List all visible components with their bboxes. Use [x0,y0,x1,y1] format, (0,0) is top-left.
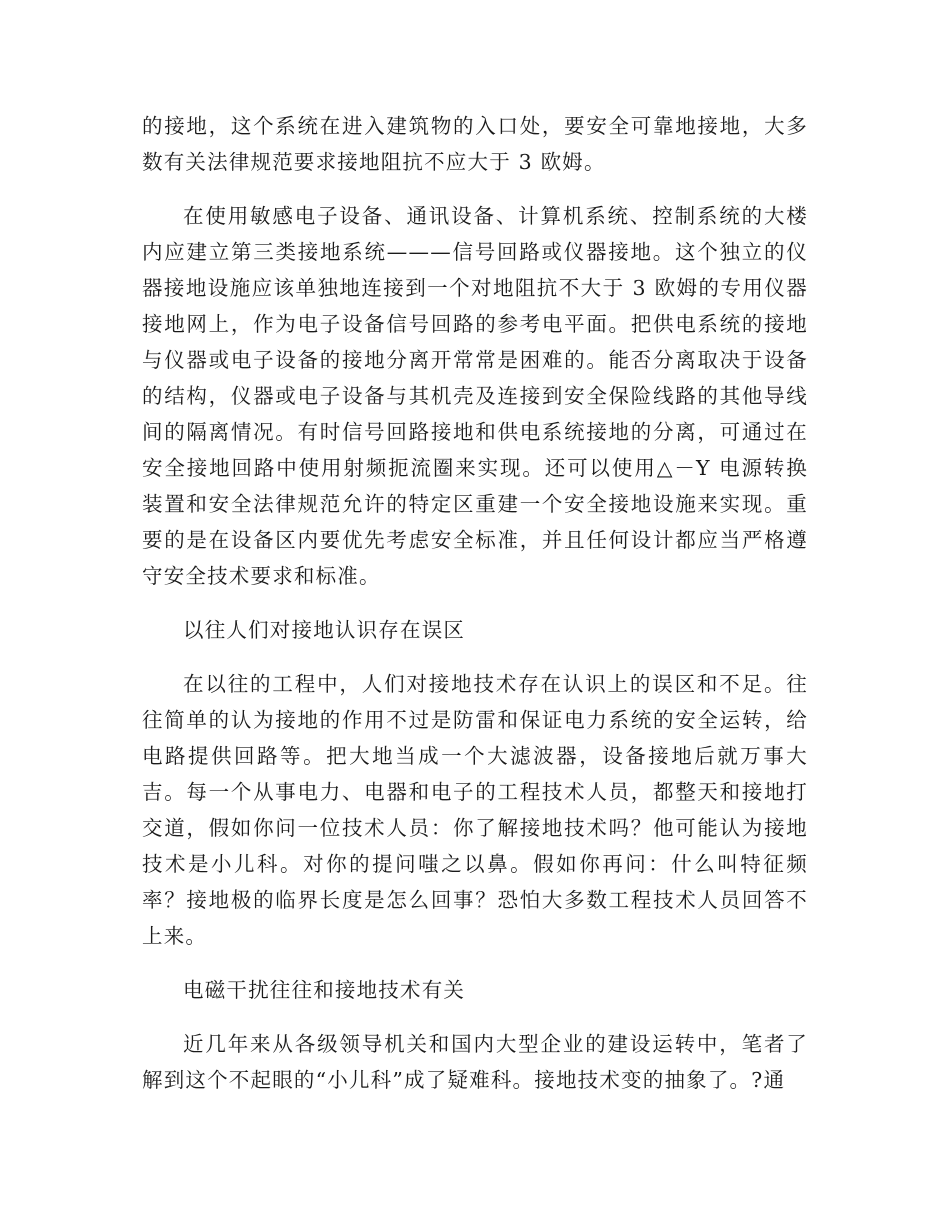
section-heading-misconceptions: 以往人们对接地认识存在误区 [183,618,466,642]
document-body [142,108,808,1116]
paragraph-recent-years: 近几年来从各级领导机关和国内大型企业的建设运转中，笔者了解到这个不起眼的“小儿科”成了疑难科。接地技术变的抽象了。?通 [142,1032,808,1092]
section-heading-emi: 电磁干扰往往和接地技术有关 [183,978,466,1002]
paragraph-instrument-grounding: 在使用敏感电子设备、通讯设备、计算机系统、控制系统的大楼内应建立第三类接地系统———信号回路或仪器接地。这个独立的仪器接地设施应该单独地连接到一个对地阻抗不大于 3 欧姆的专用仪器接地网上，作为电子设备信号回路的参考电平面。把供电系统的接地与仪器或电子设备的接地分离开常常是困难的。能否分离取决于设备的结构，仪器或电子设备与其机壳及连接到安全保险线路的其他导线间的隔离情况。有时信号回路接地和供电系统接地的分离，可通过在安全接地回路中使用射频扼流圈来实现。还可以使用△－Y 电源转换装置和安全法律规范允许的特定区重建一个安全接地设施来实现。重要的是在设备区内要优先考虑安全标准，并且任何设计都应当严格遵守安全技术要求和标准。 [142,204,808,588]
paragraph-continuation: 的接地，这个系统在进入建筑物的入口处，要安全可靠地接地，大多数有关法律规范要求接地阻抗不应大于 3 欧姆。 [142,114,808,174]
paragraph-misconceptions: 在以往的工程中，人们对接地技术存在认识上的误区和不足。往往简单的认为接地的作用不过是防雷和保证电力系统的安全运转，给电路提供回路等。把大地当成一个大滤波器，设备接地后就万事大吉。每一个从事电力、电器和电子的工程技术人员，都整天和接地打交道，假如你问一位技术人员：你了解接地技术吗？他可能认为接地技术是小儿科。对你的提问嗤之以鼻。假如你再问：什么叫特征频率？接地极的临界长度是怎么回事？恐怕大多数工程技术人员回答不上来。 [142,672,808,948]
